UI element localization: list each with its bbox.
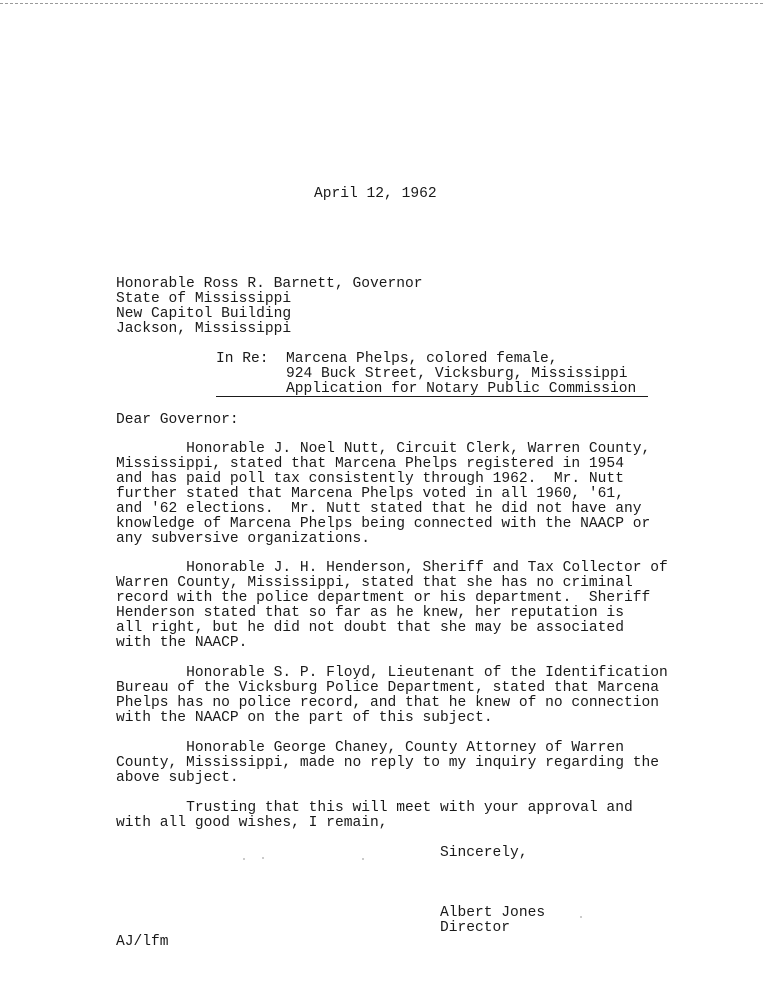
body-paragraph xyxy=(116,741,659,786)
paragraph-line: Trusting that this will meet with your approval and xyxy=(186,800,633,816)
paragraph-line: with the NAACP. xyxy=(116,635,248,651)
paragraph-line: County, Mississippi, made no reply to my inquiry regarding the xyxy=(116,755,659,771)
closing: Sincerely, xyxy=(440,845,528,861)
salutation: Dear Governor: xyxy=(116,412,239,428)
paragraph-line: with all good wishes, I remain, xyxy=(116,815,388,831)
addressee-block xyxy=(116,277,423,337)
paragraph-line: Mississippi, stated that Marcena Phelps registered in 1954 xyxy=(116,456,624,472)
re-underline xyxy=(216,396,648,397)
body-paragraph xyxy=(116,666,668,726)
paragraph-line: and has paid poll tax consistently through 1962. Mr. Nutt xyxy=(116,471,624,487)
paper-speck xyxy=(362,858,364,860)
re-subject-block xyxy=(286,352,636,397)
body-paragraph xyxy=(116,561,668,651)
paragraph-line: Henderson stated that so far as he knew, her reputation is xyxy=(116,605,624,621)
body-paragraph xyxy=(116,442,650,547)
paragraph-line: all right, but he did not doubt that she may be associated xyxy=(116,620,624,636)
addressee-line: New Capitol Building xyxy=(116,306,292,322)
paper-speck xyxy=(243,858,245,860)
paragraph-line: Honorable J. Noel Nutt, Circuit Clerk, Warren County, xyxy=(186,441,651,457)
body-paragraph xyxy=(116,801,633,831)
re-line: Application for Notary Public Commission xyxy=(286,381,637,397)
paper-speck xyxy=(580,916,582,918)
paragraph-line: with the NAACP on the part of this subject. xyxy=(116,710,493,726)
paragraph-line: above subject. xyxy=(116,770,239,786)
paragraph-line: Honorable J. H. Henderson, Sheriff and Tax Collector of xyxy=(186,560,668,576)
paragraph-line: Honorable S. P. Floyd, Lieutenant of the Identification xyxy=(186,665,668,681)
paragraph-line: knowledge of Marcena Phelps being connected with the NAACP or xyxy=(116,516,651,532)
paragraph-line: any subversive organizations. xyxy=(116,531,370,547)
signature-block xyxy=(440,906,545,936)
paragraph-line: Honorable George Chaney, County Attorney of Warren xyxy=(186,740,624,756)
re-label: In Re: xyxy=(216,351,269,367)
paragraph-line: further stated that Marcena Phelps voted in all 1960, '61, xyxy=(116,486,624,502)
addressee-line: Jackson, Mississippi xyxy=(116,321,292,337)
addressee-line: Honorable Ross R. Barnett, Governor xyxy=(116,276,423,292)
reference-initials: AJ/lfm xyxy=(116,934,169,950)
paragraph-line: Warren County, Mississippi, stated that she has no criminal xyxy=(116,575,633,591)
paragraph-line: record with the police department or his department. Sheriff xyxy=(116,590,651,606)
paragraph-line: Phelps has no police record, and that he knew of no connection xyxy=(116,695,659,711)
paragraph-line: and '62 elections. Mr. Nutt stated that he did not have any xyxy=(116,501,642,517)
re-line: 924 Buck Street, Vicksburg, Mississippi xyxy=(286,366,628,382)
signatory-title: Director xyxy=(440,920,511,936)
page-edge-rule xyxy=(0,3,763,4)
paragraph-line: Bureau of the Vicksburg Police Department, stated that Marcena xyxy=(116,680,659,696)
addressee-line: State of Mississippi xyxy=(116,291,292,307)
letter-date: April 12, 1962 xyxy=(314,186,437,202)
signatory-name: Albert Jones xyxy=(440,905,546,921)
paper-speck xyxy=(262,857,264,859)
re-line: Marcena Phelps, colored female, xyxy=(286,351,558,367)
